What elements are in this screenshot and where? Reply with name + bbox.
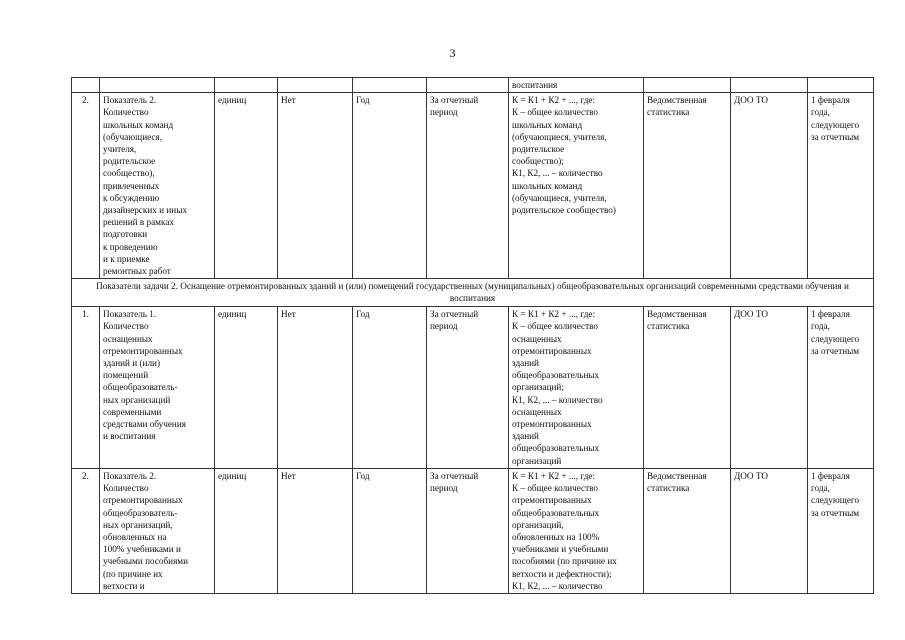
unit-cell: единиц (215, 93, 278, 279)
deadline-cell-line: за отчетным (811, 131, 860, 142)
method-cell-line: К – общее количество (512, 107, 598, 118)
indicator-name-cell-line: Количество (103, 107, 149, 118)
indicator-name-cell-line: к обсуждению (103, 192, 160, 203)
deadline-cell-line: года, (811, 107, 830, 118)
indicator-name-cell-line: решений в рамках (103, 217, 174, 228)
deadline-cell-line: за отчетным (811, 507, 860, 518)
method-cell-line: К = К1 + К2 + ..., где: (512, 309, 595, 320)
indicator-name-cell-line: зданий и (или) (103, 358, 161, 369)
method-cell-line: общеобразовательных (512, 443, 600, 454)
deadline-cell-line: следующего (811, 495, 860, 506)
method-cell: воспитания (509, 78, 644, 93)
responsible-cell: ДОО ТО (731, 468, 808, 593)
period-cell (427, 468, 509, 593)
method-cell-line: общеобразовательных (512, 370, 600, 381)
indicator-name-cell-line: (по причине их (103, 568, 163, 579)
method-cell-line: пособиями (по причине их (512, 556, 617, 567)
method-cell-line: отремонтированных (512, 419, 592, 430)
indicator-name-cell (100, 93, 215, 279)
indicator-name-cell-line: Показатель 2. (103, 95, 157, 106)
row-number-cell: 1. (72, 307, 100, 469)
continuation-row (72, 78, 874, 93)
unit-cell: единиц (215, 468, 278, 593)
method-cell-line: обновленных на 100% (512, 531, 600, 542)
flag-cell: Нет (278, 307, 353, 469)
indicator-name-cell-line: (обучающиеся, (103, 131, 163, 142)
period-cell-line: период (430, 483, 458, 494)
period-cell (427, 93, 509, 279)
deadline-cell-line: 1 февраля (811, 309, 850, 320)
method-cell-line: организаций (512, 455, 562, 466)
deadline-cell (808, 307, 874, 469)
indicator-name-cell-line: современными (103, 406, 162, 417)
deadline-cell (808, 93, 874, 279)
indicator-name-cell (100, 307, 215, 469)
indicator-name-cell-line: отремонтированных (103, 345, 183, 356)
deadline-cell (808, 468, 874, 593)
source-cell (644, 307, 731, 469)
method-cell-line: отремонтированных (512, 345, 592, 356)
method-cell-line: К = К1 + К2 + ..., где: (512, 470, 595, 481)
source-cell-line: Ведомственная (647, 95, 707, 106)
indicator-name-cell-line: учебными пособиями (103, 556, 189, 567)
row-number-cell: 2. (72, 93, 100, 279)
method-cell-line: школьных команд (512, 119, 583, 130)
indicator-name-cell-line: обновленных на (103, 531, 167, 542)
indicator-name-cell-line: 100% учебниками и (103, 544, 181, 555)
indicator-name-cell-line: общеобразователь- (103, 507, 178, 518)
method-cell-line: К – общее количество (512, 483, 598, 494)
period-cell-line: За отчетный (430, 95, 479, 106)
indicator-name-cell-line: привлеченных (103, 180, 160, 191)
period-cell (427, 307, 509, 469)
method-cell-line: родительское сообщество) (512, 205, 616, 216)
method-cell-line: ветхости и дефектности); (512, 568, 612, 579)
method-cell-line: учебниками и учебными (512, 544, 609, 555)
table-row (72, 468, 874, 593)
method-cell-line: (обучающиеся, учителя, (512, 192, 607, 203)
indicator-name-cell-line: оснащенных (103, 333, 153, 344)
source-cell-line: статистика (647, 107, 690, 118)
deadline-cell-line: года, (811, 483, 830, 494)
method-cell-line: К – общее количество (512, 321, 598, 332)
indicator-name-cell-line: общеобразователь- (103, 382, 178, 393)
method-cell-line: родительское (512, 144, 565, 155)
indicator-name-cell-line: отремонтированных (103, 495, 183, 506)
table-row (72, 307, 874, 469)
source-cell (644, 93, 731, 279)
deadline-cell-line: года, (811, 321, 830, 332)
source-cell (644, 468, 731, 593)
row-number-cell: 2. (72, 468, 100, 593)
deadline-cell-line: 1 февраля (811, 95, 850, 106)
table-row (72, 93, 874, 279)
indicator-name-cell-line: к проведению (103, 241, 158, 252)
frequency-cell: Год (353, 307, 427, 469)
method-cell-line: зданий (512, 358, 539, 369)
indicator-name-cell-line: ремонтных работ (103, 266, 171, 277)
method-cell-line: К1, К2, ... – количество (512, 168, 603, 179)
responsible-cell: ДОО ТО (731, 93, 808, 279)
responsible-cell: ДОО ТО (731, 307, 808, 469)
unit-cell: единиц (215, 307, 278, 469)
indicator-name-cell-line: ных организаций (103, 394, 171, 405)
section-title: Показатели задачи 2. Оснащение отремонтированных зданий и (или) помещений государственных (муниципальных) общеобразовательных организаций современными средствами обучения и воспитания (72, 279, 874, 307)
method-cell-line: К1, К2, ... – количество (512, 394, 603, 405)
method-cell (509, 468, 644, 593)
source-cell-line: статистика (647, 321, 690, 332)
method-cell-line: К1, К2, ... – количество (512, 580, 603, 591)
method-cell (509, 307, 644, 469)
indicator-name-cell-line: учителя, (103, 144, 137, 155)
frequency-cell: Год (353, 468, 427, 593)
method-cell-line: организаций, (512, 519, 564, 530)
indicator-name-cell-line: школьных команд (103, 119, 174, 130)
indicators-table (71, 77, 874, 594)
indicator-name-cell-line: Показатель 2. (103, 470, 157, 481)
indicator-name-cell-line: подготовки (103, 229, 148, 240)
flag-cell: Нет (278, 468, 353, 593)
indicator-name-cell-line: средствами обучения (103, 419, 186, 430)
deadline-cell-line: следующего (811, 119, 860, 130)
method-cell-line: К = К1 + К2 + ..., где: (512, 95, 595, 106)
indicator-name-cell-line: Количество (103, 321, 149, 332)
deadline-cell-line: за отчетным (811, 345, 860, 356)
method-cell (509, 93, 644, 279)
source-cell-line: Ведомственная (647, 309, 707, 320)
deadline-cell-line: 1 февраля (811, 470, 850, 481)
deadline-cell-line: следующего (811, 333, 860, 344)
indicator-name-cell-line: помещений (103, 370, 149, 381)
method-cell-line: общеобразовательных (512, 507, 600, 518)
section-header-row (72, 279, 874, 307)
indicator-name-cell-line: ных организаций, (103, 519, 173, 530)
method-cell-line: зданий (512, 431, 539, 442)
period-cell-line: За отчетный (430, 309, 479, 320)
indicator-name-cell-line: родительское (103, 156, 156, 167)
flag-cell: Нет (278, 93, 353, 279)
period-cell-line: За отчетный (430, 470, 479, 481)
indicator-name-cell-line: Количество (103, 483, 149, 494)
page-number: 3 (449, 46, 456, 60)
indicator-name-cell-line: и воспитания (103, 431, 156, 442)
indicator-name-cell-line: дизайнерских и иных (103, 205, 187, 216)
indicator-name-cell-line: сообщество), (103, 168, 155, 179)
indicator-name-cell (100, 468, 215, 593)
source-cell-line: статистика (647, 483, 690, 494)
method-cell-line: (обучающиеся, учителя, (512, 131, 607, 142)
method-cell-line: организаций; (512, 382, 564, 393)
period-cell-line: период (430, 107, 458, 118)
period-cell-line: период (430, 321, 458, 332)
method-cell-line: школьных команд (512, 180, 583, 191)
frequency-cell: Год (353, 93, 427, 279)
method-cell-line: оснащенных (512, 406, 562, 417)
method-cell-line: оснащенных (512, 333, 562, 344)
indicator-name-cell-line: и к приемке (103, 253, 150, 264)
method-cell-line: отремонтированных (512, 495, 592, 506)
indicator-name-cell-line: Показатель 1. (103, 309, 157, 320)
indicator-name-cell-line: ветхости и (103, 580, 145, 591)
source-cell-line: Ведомственная (647, 470, 707, 481)
method-cell-line: сообщество); (512, 156, 564, 167)
